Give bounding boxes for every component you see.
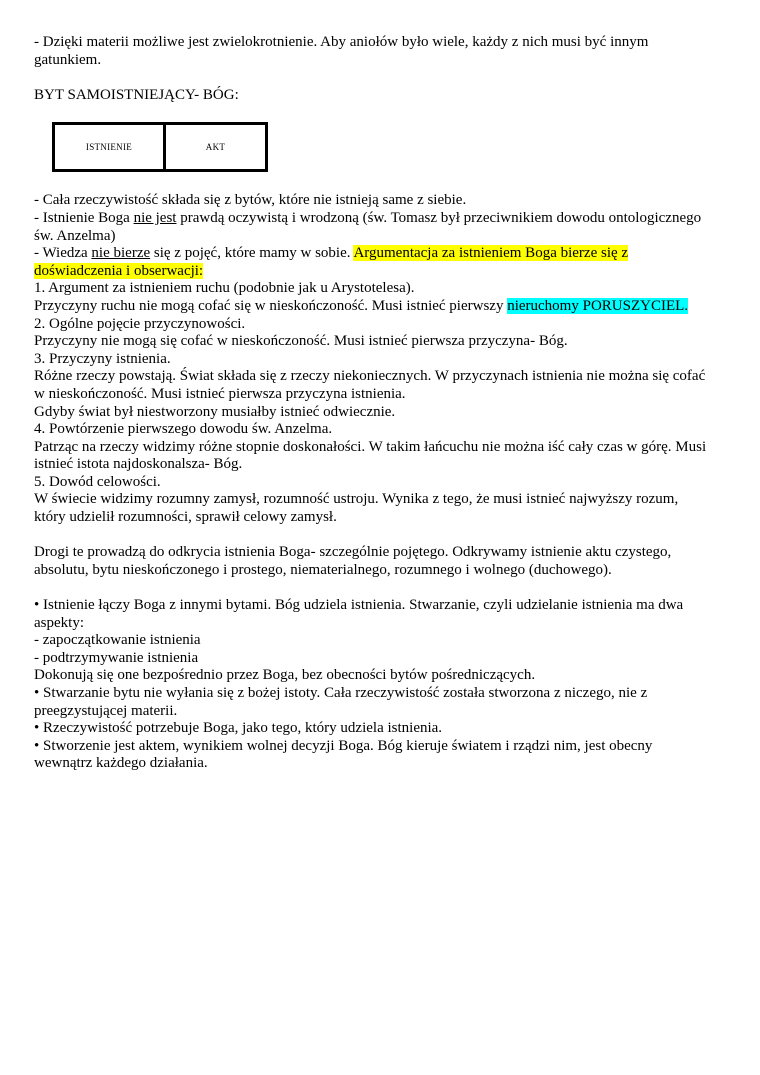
bullet-line: • Rzeczywistość potrzebuje Boga, jako tego, który udziela istnienia. (34, 720, 443, 737)
document-page (34, 34, 734, 773)
argument-title: 3. Przyczyny istnienia. (34, 350, 171, 367)
text-line: Różne rzeczy powstają. Świat składa się z rzeczy niekoniecznych. W przyczynach istnienia nie można się cofać (34, 368, 706, 385)
bullet-line: aspekty: (34, 614, 84, 631)
highlighted-text: doświadczenia i obserwacji: (34, 262, 204, 279)
text-line: Przyczyny nie mogą się cofać w nieskończoność. Musi istnieć pierwsza przyczyna- Bóg. (34, 333, 568, 350)
highlighted-text: Argumentacja za istnieniem Boga bierze się z (353, 245, 629, 262)
bullet-line: • Stwarzanie bytu nie wyłania się z bożej istoty. Cała rzeczywistość została stworzona z niczego, nie z (34, 685, 648, 701)
text-line: - Dzięki materii możliwe jest zwielokrotnienie. Aby aniołów było wiele, każdy z nich musi być innym (34, 34, 649, 50)
text-line: Przyczyny ruchu nie mogą cofać się w nieskończoność. Musi istnieć pierwszy nieruchomy PORUSZYCIEL. (34, 297, 689, 314)
bullet-line: preegzystującej materii. (34, 702, 178, 719)
argument-title: 1. Argument za istnieniem ruchu (podobnie jak u Arystotelesa). (34, 280, 415, 297)
text-line (34, 263, 734, 281)
section-heading: BYT SAMOISTNIEJĄCY- BÓG: (34, 86, 239, 103)
text-line: Drogi te prowadzą do odkrycia istnienia Boga- szczególnie pojętego. Odkrywamy istnienie aktu czystego, (34, 544, 672, 561)
bullet-line: • Istnienie łączy Boga z innymi bytami. Bóg udziela istnienia. Stwarzanie, czyli udzielanie istnienia ma dwa (34, 597, 684, 614)
box-cell-existence: ISTNIENIE (55, 125, 166, 169)
underlined-text: nie bierze (91, 245, 151, 262)
text-line: W świecie widzimy rozumny zamysł, rozumność ustroju. Wynika z tego, że musi istnieć najwyższy rozum, (34, 491, 679, 508)
text-line: Gdyby świat był niestworzony musiałby istnieć odwiecznie. (34, 403, 396, 420)
bullet-line: wewnątrz każdego działania. (34, 755, 208, 772)
text-line: absolutu, bytu nieskończonego i prostego, niematerialnego, rozumnego i wolnego (duchowego). (34, 561, 612, 578)
text-line: w nieskończoność. Musi istnieć pierwsza przyczyna istnienia. (34, 385, 406, 402)
text-line: Patrząc na rzeczy widzimy różne stopnie doskonałości. W takim łańcuchu nie można iść cały czas w górę. Musi (34, 438, 707, 455)
bullet-line: Dokonują się one bezpośrednio przez Boga, bez obecności bytów pośredniczących. (34, 667, 536, 684)
text-line: istnieć istota najdoskonalsza- Bóg. (34, 456, 243, 473)
text-line: gatunkiem. (34, 51, 102, 68)
argument-title: 2. Ogólne pojęcie przyczynowości. (34, 315, 246, 332)
text-line: który udzielił rozumności, sprawił celowy zamysł. (34, 509, 337, 526)
underlined-text: nie jest (133, 209, 177, 226)
bullet-line: • Stworzenie jest aktem, wynikiem wolnej decyzji Boga. Bóg kieruje światem i rządzi nim, jest obecny (34, 737, 653, 754)
text-line: - Wiedza nie bierze się z pojęć, które mamy w sobie. Argumentacja za istnieniem Boga bierze się z (34, 245, 629, 262)
box-cell-act: AKT (205, 141, 226, 152)
bullet-line: - zapoczątkowanie istnienia (34, 632, 201, 649)
diagram-box (52, 122, 268, 172)
text-line: - Istnienie Boga nie jest prawdą oczywistą i wrodzoną (św. Tomasz był przeciwnikiem dowodu ontologicznego (34, 209, 702, 226)
text-line: - Cała rzeczywistość składa się z bytów, które nie istnieją same z siebie. (34, 192, 467, 209)
bullet-line: - podtrzymywanie istnienia (34, 649, 199, 666)
text-line: św. Anzelma) (34, 227, 116, 244)
argument-title: 4. Powtórzenie pierwszego dowodu św. Anzelma. (34, 421, 333, 438)
argument-title: 5. Dowód celowości. (34, 473, 161, 490)
highlighted-text: nieruchomy PORUSZYCIEL. (507, 297, 689, 314)
